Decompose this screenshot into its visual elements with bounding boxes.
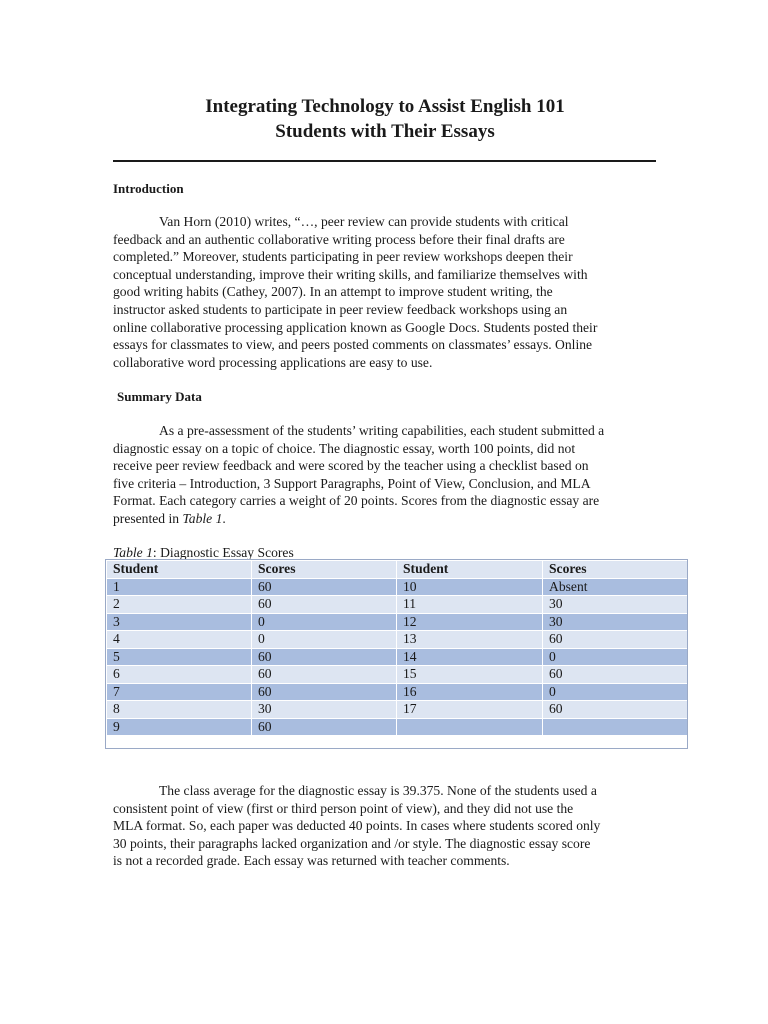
paragraph-line: good writing habits (Cathey, 2007). In an attempt to improve student writing, the xyxy=(113,284,553,300)
table-cell: 4 xyxy=(107,631,252,649)
table-row xyxy=(107,666,688,684)
table-cell: 60 xyxy=(252,648,397,666)
summary-data-heading: Summary Data xyxy=(117,389,202,404)
table-header-cell: Student xyxy=(107,561,252,579)
paragraph-line: MLA format. So, each paper was deducted 40 points. In cases where students scored only xyxy=(113,818,601,834)
paragraph-text: . xyxy=(222,510,226,526)
table-header-row xyxy=(107,561,688,579)
table-cell: 7 xyxy=(107,683,252,701)
table-row xyxy=(107,596,688,614)
table-row xyxy=(107,578,688,596)
document-title-line-2: Students with Their Essays xyxy=(275,121,495,142)
summary-paragraph xyxy=(113,422,658,528)
table-cell: 60 xyxy=(252,683,397,701)
table-cell: 30 xyxy=(543,596,688,614)
table-row xyxy=(107,718,688,736)
paragraph-line: Format. Each category carries a weight of 20 points. Scores from the diagnostic essay are xyxy=(113,493,600,509)
paragraph-line: conceptual understanding, improve their writing skills, and familiarize themselves with xyxy=(113,266,588,282)
table-reference: Table 1 xyxy=(182,510,223,526)
table-cell: 30 xyxy=(543,613,688,631)
paragraph-line: online collaborative processing application known as Google Docs. Students posted their xyxy=(113,319,598,335)
paragraph-line: collaborative word processing applications are easy to use. xyxy=(113,354,433,370)
title-divider xyxy=(113,160,656,162)
table-cell xyxy=(543,718,688,736)
paragraph-line: 30 points, their paragraphs lacked organization and /or style. The diagnostic essay score xyxy=(113,835,591,851)
table-cell: 60 xyxy=(543,701,688,719)
table-cell: 9 xyxy=(107,718,252,736)
table-cell: 60 xyxy=(252,718,397,736)
table-cell: 1 xyxy=(107,578,252,596)
table-cell: 3 xyxy=(107,613,252,631)
table-cell: 60 xyxy=(543,631,688,649)
diagnostic-scores-table xyxy=(106,560,688,736)
table-caption xyxy=(113,544,294,561)
table-cell: 8 xyxy=(107,701,252,719)
paragraph-line: receive peer review feedback and were scored by the teacher using a checklist based on xyxy=(113,458,589,474)
table-cell: 15 xyxy=(397,666,543,684)
table-cell: Absent xyxy=(543,578,688,596)
table-caption-text: : Diagnostic Essay Scores xyxy=(152,545,294,560)
table-cell: 10 xyxy=(397,578,543,596)
table-row xyxy=(107,631,688,649)
table-cell: 6 xyxy=(107,666,252,684)
introduction-paragraph xyxy=(113,213,658,371)
table-cell xyxy=(397,718,543,736)
document-title-line-1: Integrating Technology to Assist English 101 xyxy=(205,96,565,117)
introduction-heading: Introduction xyxy=(113,181,184,196)
table-cell: 12 xyxy=(397,613,543,631)
table-cell: 5 xyxy=(107,648,252,666)
table-row xyxy=(107,683,688,701)
table-header-cell: Student xyxy=(397,561,543,579)
paragraph-line: diagnostic essay on a topic of choice. The diagnostic essay, worth 100 points, did not xyxy=(113,440,576,456)
paragraph-line xyxy=(113,510,658,528)
table-row xyxy=(107,701,688,719)
table-row xyxy=(107,613,688,631)
paragraph-line: As a pre-assessment of the students’ writing capabilities, each student submitted a xyxy=(159,423,605,438)
table-row xyxy=(107,648,688,666)
table-cell: 60 xyxy=(252,666,397,684)
paragraph-line: completed.” Moreover, students participating in peer review workshops deepen their xyxy=(113,249,573,265)
table-cell: 13 xyxy=(397,631,543,649)
paragraph-line: essays for classmates to view, and peers posted comments on classmates’ essays. Online xyxy=(113,337,593,353)
table-cell: 30 xyxy=(252,701,397,719)
table-cell: 0 xyxy=(543,683,688,701)
table-caption-label: Table 1 xyxy=(113,545,153,560)
conclusion-paragraph xyxy=(113,782,658,870)
table-cell: 17 xyxy=(397,701,543,719)
paragraph-text: presented in xyxy=(113,510,183,526)
table-header-cell: Scores xyxy=(252,561,397,579)
paragraph-line: feedback and an authentic collaborative writing process before their final drafts are xyxy=(113,231,565,247)
table-cell: 14 xyxy=(397,648,543,666)
table-cell: 0 xyxy=(252,631,397,649)
table-cell: 0 xyxy=(252,613,397,631)
table-cell: 60 xyxy=(252,596,397,614)
paragraph-line: Van Horn (2010) writes, “…, peer review can provide students with critical xyxy=(159,214,569,229)
paragraph-line: five criteria – Introduction, 3 Support Paragraphs, Point of View, Conclusion, and MLA xyxy=(113,475,591,491)
table-cell: 2 xyxy=(107,596,252,614)
paragraph-line: is not a recorded grade. Each essay was returned with teacher comments. xyxy=(113,853,510,869)
table-cell: 11 xyxy=(397,596,543,614)
paragraph-line: The class average for the diagnostic essay is 39.375. None of the students used a xyxy=(159,783,597,798)
table-cell: 16 xyxy=(397,683,543,701)
table-header-cell: Scores xyxy=(543,561,688,579)
paragraph-line: consistent point of view (first or third person point of view), and they did not use the xyxy=(113,800,574,816)
table-cell: 60 xyxy=(252,578,397,596)
table-cell: 60 xyxy=(543,666,688,684)
paragraph-line: instructor asked students to participate in peer review feedback workshops using an xyxy=(113,301,568,317)
table-cell: 0 xyxy=(543,648,688,666)
